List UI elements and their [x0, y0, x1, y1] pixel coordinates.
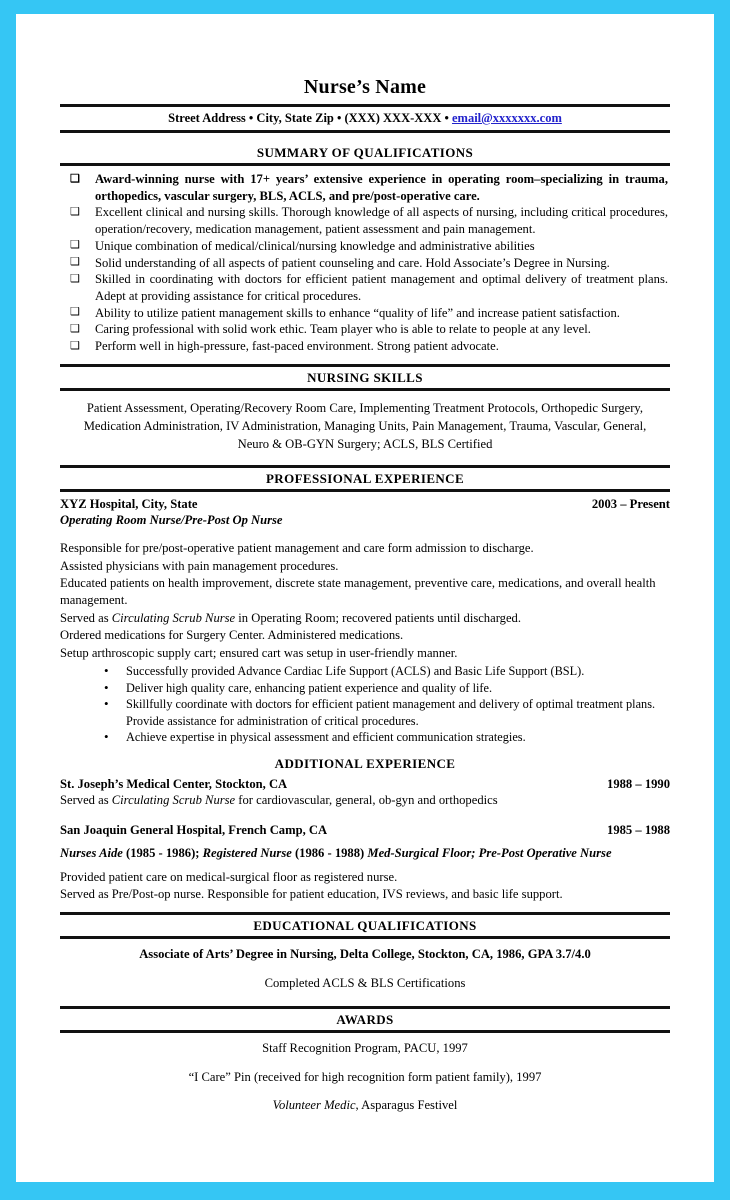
square-bullet-icon: ❑	[70, 272, 80, 285]
job-roles-line	[60, 845, 670, 862]
duty-line: Setup arthroscopic supply cart; ensured cart was setup in user-friendly manner.	[60, 645, 458, 660]
section-title-awards: AWARDS	[336, 1011, 394, 1027]
list-item	[68, 204, 668, 237]
list-item	[104, 680, 656, 697]
achievements-list	[60, 663, 670, 746]
job-employer: St. Joseph’s Medical Center, Stockton, CA	[60, 777, 288, 792]
duty-line: Responsible for pre/post-operative patient management and care form admission to discharge.	[60, 541, 534, 556]
dot-bullet-icon: •	[104, 696, 109, 712]
duty-line: Assisted physicians with pain management procedures.	[60, 558, 339, 573]
award-item: “I Care” Pin (received for high recognition form patient family), 1997	[188, 1069, 542, 1084]
list-item	[68, 271, 668, 304]
additional-job-2	[60, 821, 670, 903]
square-bullet-icon: ❑	[70, 172, 80, 185]
square-bullet-icon: ❑	[70, 256, 80, 269]
contact-details: Street Address • City, State Zip • (XXX) XXX-XXX •	[168, 111, 452, 125]
role-dates-2: (1986 - 1988)	[291, 846, 368, 861]
list-item	[68, 338, 668, 354]
square-bullet-icon: ❑	[70, 339, 80, 352]
job-employer: San Joaquin General Hospital, French Camp, CA	[60, 823, 328, 838]
volunteer-role: Volunteer Medic	[272, 1098, 356, 1113]
square-bullet-icon: ❑	[70, 322, 80, 335]
dot-bullet-icon: •	[104, 679, 109, 695]
role-part-3: Med-Surgical Floor; Pre-Post Operative Nurse	[367, 846, 612, 861]
list-item	[68, 255, 668, 271]
job-dates: 1988 – 1990	[607, 777, 670, 792]
award-item-volunteer	[60, 1097, 670, 1115]
resume-page	[16, 14, 714, 1182]
served-suffix: in Operating Room; recovered patients until discharged.	[235, 610, 521, 625]
list-item	[104, 696, 656, 729]
job-description	[60, 792, 670, 809]
summary-rule	[60, 163, 670, 166]
awards-body	[60, 1033, 670, 1119]
section-title-education: EDUCATIONAL QUALIFICATIONS	[253, 918, 477, 934]
education-certifications: Completed ACLS & BLS Certifications	[264, 976, 466, 991]
duty-line: Educated patients on health improvement, discrete state management, preventive care, medications, and overall health management.	[60, 576, 656, 608]
section-professional-experience	[60, 465, 670, 746]
section-title-professional-experience: PROFESSIONAL EXPERIENCE	[265, 470, 465, 486]
square-bullet-icon: ❑	[70, 239, 80, 252]
section-additional-experience	[60, 746, 670, 903]
role-part-1: Nurses Aide	[60, 846, 123, 861]
summary-list	[60, 171, 670, 354]
summary-item-text: Solid understanding of all aspects of patient counseling and care. Hold Associate’s Degree in Nursing.	[95, 255, 610, 270]
achievement-text: Achieve expertise in physical assessment and efficient communication strategies.	[126, 730, 526, 745]
served-role: Circulating Scrub Nurse	[111, 793, 236, 808]
role-dates-1: (1985 - 1986);	[122, 846, 203, 861]
section-title-summary: SUMMARY OF QUALIFICATIONS	[256, 145, 474, 160]
job-description: Provided patient care on medical-surgical floor as registered nurse.	[60, 870, 398, 885]
job-description: Served as Pre/Post-op nurse. Responsible for patient education, IVS reviews, and basic life support.	[60, 887, 563, 902]
header-rule-bottom	[60, 130, 670, 133]
nursing-skills-text: Patient Assessment, Operating/Recovery Room Care, Implementing Treatment Protocols, Orthopedic Surgery, Medication Administration, IV Administration, Managing Units, Pain Management, Trauma, Vascular, General, Neuro & OB-GYN Surgery; ACLS, BLS Certified	[83, 400, 647, 452]
square-bullet-icon: ❑	[70, 205, 80, 218]
list-item	[104, 663, 656, 680]
duty-line-served	[60, 610, 670, 627]
achievement-text: Deliver high quality care, enhancing patient experience and quality of life.	[126, 680, 493, 695]
contact-line	[60, 107, 670, 130]
job-title: Operating Room Nurse/Pre-Post Op Nurse	[60, 512, 283, 527]
page-title: Nurse’s Name	[303, 76, 427, 98]
dot-bullet-icon: •	[104, 662, 109, 678]
list-item	[68, 238, 668, 254]
job-employer: XYZ Hospital, City, State	[60, 496, 198, 511]
summary-item-text: Ability to utilize patient management skills to enhance “quality of life” and increase patient satisfaction.	[95, 305, 620, 320]
served-role: Circulating Scrub Nurse	[111, 610, 236, 625]
email-link[interactable]: email@xxxxxxx.com	[451, 111, 562, 125]
list-item	[104, 729, 656, 746]
section-awards	[60, 1006, 670, 1119]
dot-bullet-icon: •	[104, 729, 109, 745]
list-item	[68, 305, 668, 321]
education-body	[60, 939, 670, 996]
served-suffix: for cardiovascular, general, ob-gyn and orthopedics	[235, 793, 498, 808]
additional-job-1	[60, 775, 670, 809]
summary-item-text: Perform well in high-pressure, fast-paced environment. Strong patient advocate.	[95, 339, 499, 354]
achievement-text: Successfully provided Advance Cardiac Life Support (ACLS) and Basic Life Support (BSL).	[126, 663, 585, 678]
job-dates: 1985 – 1988	[607, 823, 670, 838]
square-bullet-icon: ❑	[70, 306, 80, 319]
volunteer-rest: , Asparagus Festivel	[355, 1098, 458, 1113]
job-header	[60, 492, 670, 512]
education-degree: Associate of Arts’ Degree in Nursing, Delta College, Stockton, CA, 1986, GPA 3.7/4.0	[139, 947, 591, 962]
served-prefix: Served as	[60, 610, 112, 625]
section-education	[60, 912, 670, 997]
duty-line: Ordered medications for Surgery Center. Administered medications.	[60, 628, 404, 643]
spacer	[60, 809, 670, 821]
section-summary	[60, 142, 670, 355]
summary-item-text: Caring professional with solid work ethic. Team player who is able to relate to people at any level.	[95, 322, 591, 337]
spacer	[60, 862, 670, 869]
job-header	[60, 777, 670, 792]
list-item	[68, 321, 668, 337]
job-dates: 2003 – Present	[591, 496, 670, 511]
summary-item-text: Award-winning nurse with 17+ years’ extensive experience in operating room–specializing in trauma, orthopedics, vascular surgery, BLS, ACLS, and pre/post-operative care.	[95, 172, 668, 203]
role-part-2: Registered Nurse	[202, 846, 292, 861]
summary-item-text: Excellent clinical and nursing skills. Thorough knowledge of all aspects of nursing, including critical procedures, operation/recovery, medication management, patient assessment and pain management.	[95, 205, 668, 236]
spacer	[60, 838, 670, 845]
award-item: Staff Recognition Program, PACU, 1997	[262, 1040, 468, 1055]
achievement-text: Skillfully coordinate with doctors for efficient patient management and delivery of optimal treatment plans. Provide assistance for administration of critical procedures.	[126, 697, 656, 728]
section-nursing-skills	[60, 364, 670, 458]
summary-item-text: Skilled in coordinating with doctors for efficient patient management and optimal delivery of treatment plans. Adept at providing assistance for critical procedures.	[95, 272, 668, 303]
list-item	[68, 171, 668, 204]
summary-item-text: Unique combination of medical/clinical/nursing knowledge and administrative abilities	[95, 238, 535, 253]
section-title-nursing-skills: NURSING SKILLS	[307, 369, 423, 385]
section-title-additional-experience: ADDITIONAL EXPERIENCE	[274, 755, 456, 771]
job-duties	[60, 528, 670, 662]
served-prefix: Served as	[60, 793, 112, 808]
job-header	[60, 823, 670, 838]
